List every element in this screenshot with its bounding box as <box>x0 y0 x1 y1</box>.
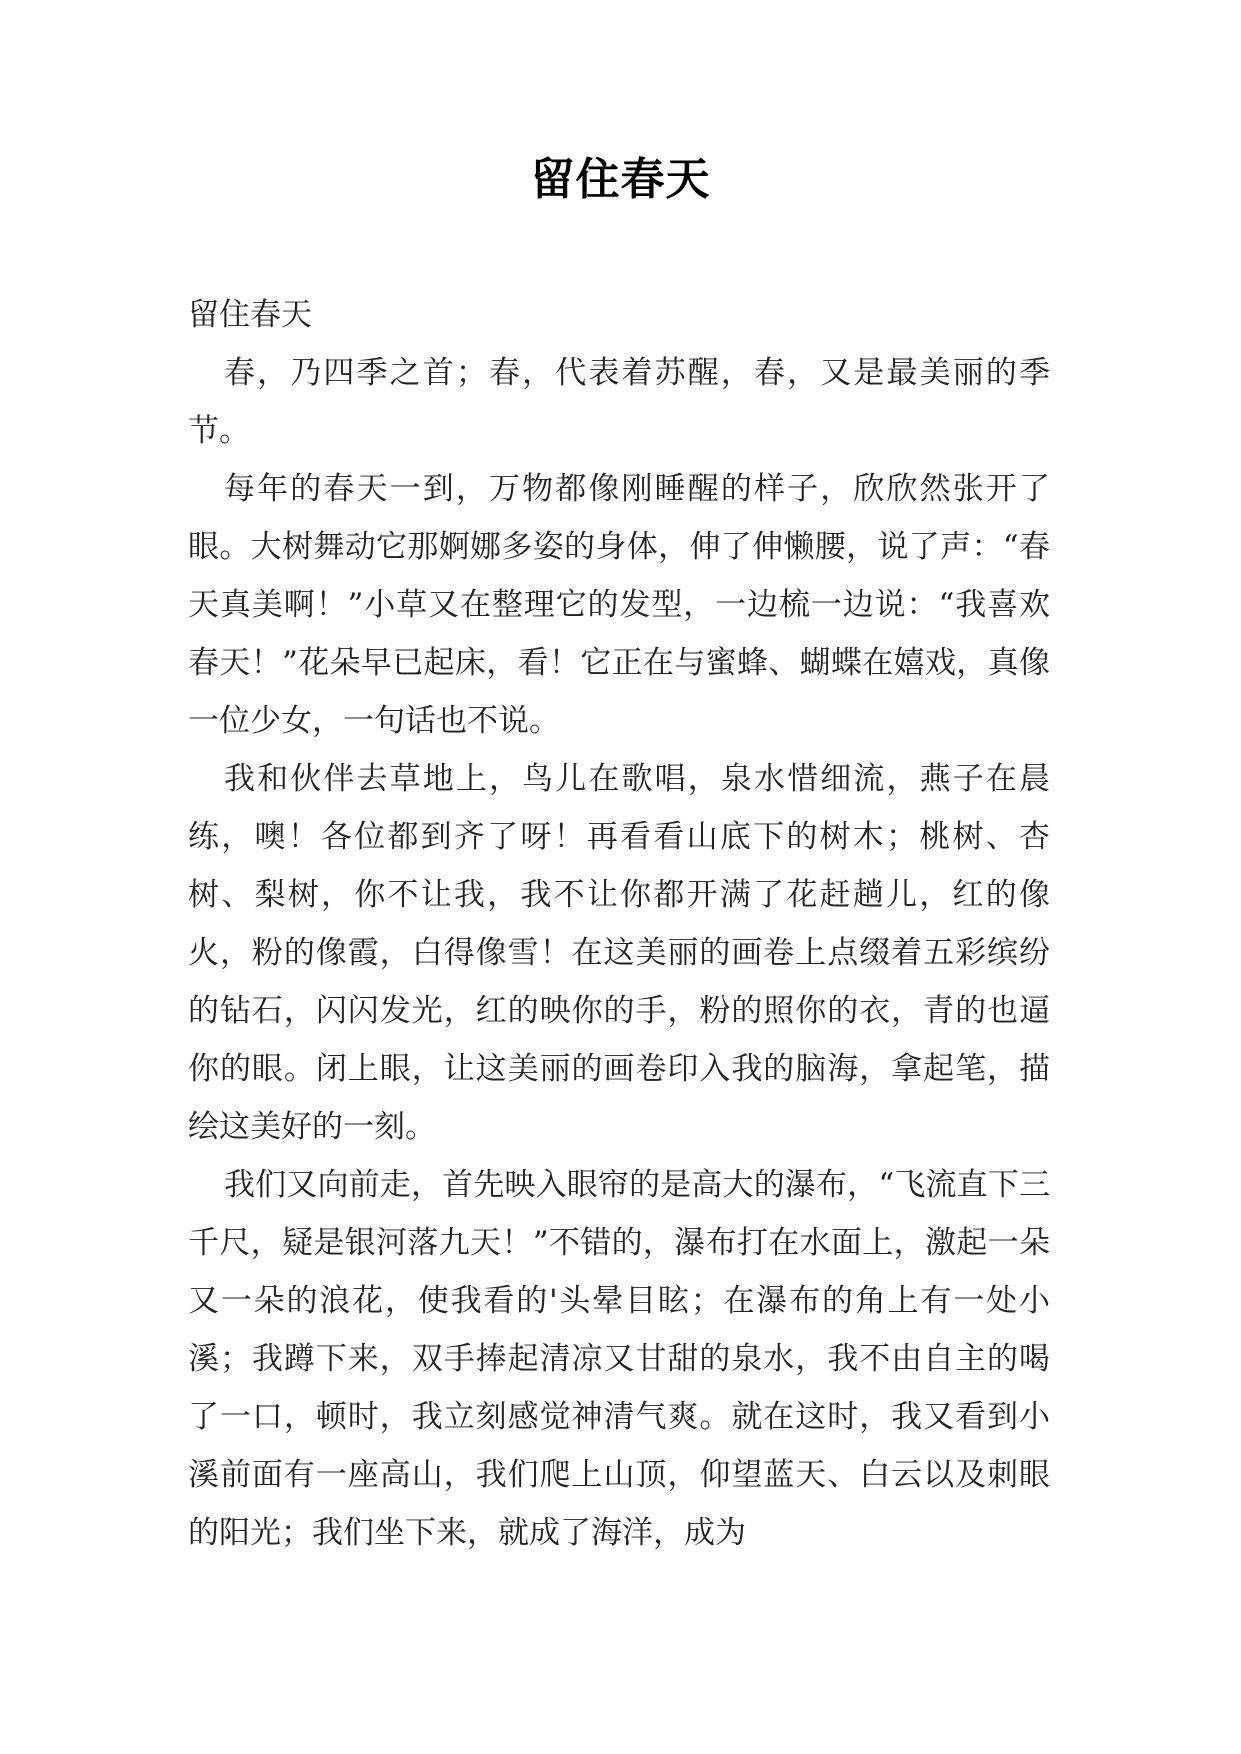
paragraph-4: 我们又向前走，首先映入眼帘的是高大的瀑布，“飞流直下三千尺，疑是银河落九天！”不错的，瀑布打在水面上，激起一朵又一朵的浪花，使我看的'头晕目眩；在瀑布的角上有一处小溪；我蹲下来，双手捧起清凉又甘甜的泉水，我不由自主的喝了一口，顿时，我立刻感觉神清气爽。就在这时，我又看到小溪前面有一座高山，我们爬上山顶，仰望蓝天、白云以及刺眼的阳光；我们坐下来，就成了海洋，成为 <box>188 1167 1050 1551</box>
paragraph-1: 春，乃四季之首；春，代表着苏醒，春，又是最美丽的季节。 <box>188 355 1050 449</box>
document-body <box>188 286 1050 1562</box>
document-subtitle: 留住春天 <box>188 297 312 333</box>
paragraph-2: 每年的春天一到，万物都像刚睡醒的样子，欣欣然张开了眼。大树舞动它那婀娜多姿的身体，伸了伸懒腰，说了声：“春天真美啊！”小草又在整理它的发型，一边梳一边说：“我喜欢春天！”花朵早已起床，看！它正在与蜜蜂、蝴蝶在嬉戏，真像一位少女，一句话也不说。 <box>188 471 1050 739</box>
document-title: 留住春天 <box>530 154 711 205</box>
paragraph-3: 我和伙伴去草地上，鸟儿在歌唱，泉水惜细流，燕子在晨练，噢！各位都到齐了呀！再看看山底下的树木；桃树、杏树、梨树，你不让我，我不让你都开满了花赶趟儿，红的像火，粉的像霞，白得像雪！在这美丽的画卷上点缀着五彩缤纷的钻石，闪闪发光，红的映你的手，粉的照你的衣，青的也逼你的眼。闭上眼，让这美丽的画卷印入我的脑海，拿起笔，描绘这美好的一刻。 <box>188 761 1050 1145</box>
